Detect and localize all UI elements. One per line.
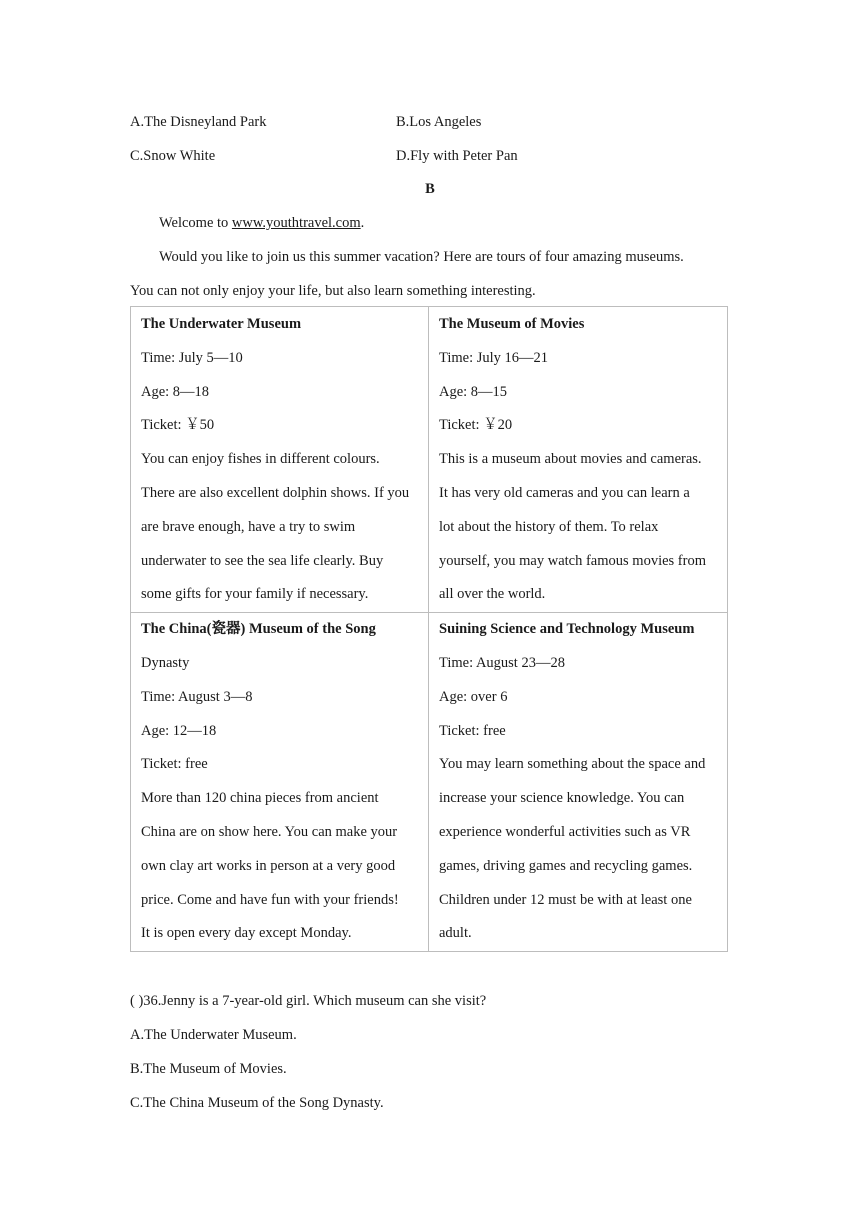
museum-desc-line: all over the world.: [439, 586, 546, 603]
section-heading: B: [425, 181, 435, 197]
museum-desc-line: China are on show here. You can make your: [141, 823, 398, 840]
option-c: C.Snow White: [130, 148, 216, 164]
question-option-b: B.The Museum of Movies.: [130, 1061, 287, 1077]
question-option-c: C.The China Museum of the Song Dynasty.: [130, 1095, 384, 1111]
museum-time: Time: July 5—10: [141, 349, 243, 366]
museum-age: Age: 8—15: [439, 383, 508, 400]
museum-desc-line: Children under 12 must be with at least one: [439, 891, 692, 908]
welcome-suffix: .: [360, 215, 365, 231]
museum-title: Suining Science and Technology Museum: [439, 621, 695, 638]
museum-cell-movies: [429, 307, 728, 613]
museum-desc-line: yourself, you may watch famous movies from: [439, 552, 706, 569]
museum-desc-line: You may learn something about the space and: [439, 756, 706, 773]
table-row: [131, 613, 728, 952]
welcome-prefix: Welcome to: [159, 215, 232, 231]
question-option-a: A.The Underwater Museum.: [130, 1027, 297, 1043]
museum-desc-line: There are also excellent dolphin shows. If you: [141, 484, 410, 501]
question-stem: ( )36.Jenny is a 7-year-old girl. Which museum can she visit?: [130, 993, 487, 1009]
option-d: D.Fly with Peter Pan: [396, 148, 518, 164]
museum-desc-line: own clay art works in person at a very good: [141, 857, 396, 874]
museum-age: Age: over 6: [439, 688, 508, 705]
museum-time: Time: July 16—21: [439, 349, 549, 366]
museum-ticket: Ticket: ￥20: [439, 417, 513, 434]
museum-desc-line: More than 120 china pieces from ancient: [141, 790, 379, 807]
museum-desc-line: increase your science knowledge. You can: [439, 790, 685, 807]
intro-paragraph-line-2: You can not only enjoy your life, but also learn something interesting.: [130, 283, 536, 299]
museum-desc-line: some gifts for your family if necessary.: [141, 586, 369, 603]
museum-ticket: Ticket: free: [439, 722, 506, 739]
museum-desc-line: games, driving games and recycling games.: [439, 857, 693, 874]
museum-desc-line: This is a museum about movies and cameras.: [439, 451, 702, 468]
museum-title: The Underwater Museum: [141, 316, 302, 332]
table-row: [131, 307, 728, 613]
museum-desc-line: It is open every day except Monday.: [141, 925, 352, 942]
museum-title: The Museum of Movies: [439, 316, 585, 332]
museum-age: Age: 12—18: [141, 722, 217, 739]
museum-desc-line: are brave enough, have a try to swim: [141, 518, 356, 535]
museum-title: The China(瓷器) Museum of the Song: [141, 621, 376, 638]
museum-desc-line: underwater to see the sea life clearly. Buy: [141, 552, 384, 569]
museum-desc-line: adult.: [439, 925, 472, 942]
museum-time: Time: August 23—28: [439, 654, 565, 671]
museum-cell-science: [429, 613, 728, 952]
museums-table: [130, 306, 728, 952]
option-b: B.Los Angeles: [396, 114, 482, 130]
museum-desc-line: experience wonderful activities such as VR: [439, 823, 691, 840]
museum-ticket: Ticket: free: [141, 756, 208, 773]
museum-ticket: Ticket: ￥50: [141, 417, 215, 434]
intro-paragraph-line-1: Would you like to join us this summer vacation? Here are tours of four amazing museums.: [159, 249, 684, 265]
museum-desc-line: It has very old cameras and you can learn a: [439, 484, 690, 501]
museum-time: Time: August 3—8: [141, 688, 253, 705]
option-a: A.The Disneyland Park: [130, 114, 267, 130]
website-link[interactable]: www.youthtravel.com: [231, 215, 361, 231]
welcome-line: [130, 206, 730, 240]
museum-desc-line: lot about the history of them. To relax: [439, 518, 659, 535]
museum-desc-line: price. Come and have fun with your friends!: [141, 891, 399, 908]
museum-title-continued: Dynasty: [141, 654, 190, 671]
museum-desc-line: You can enjoy fishes in different colours.: [141, 451, 380, 468]
museum-cell-china: [131, 613, 429, 952]
museum-age: Age: 8—18: [141, 383, 210, 400]
museum-cell-underwater: [131, 307, 429, 613]
